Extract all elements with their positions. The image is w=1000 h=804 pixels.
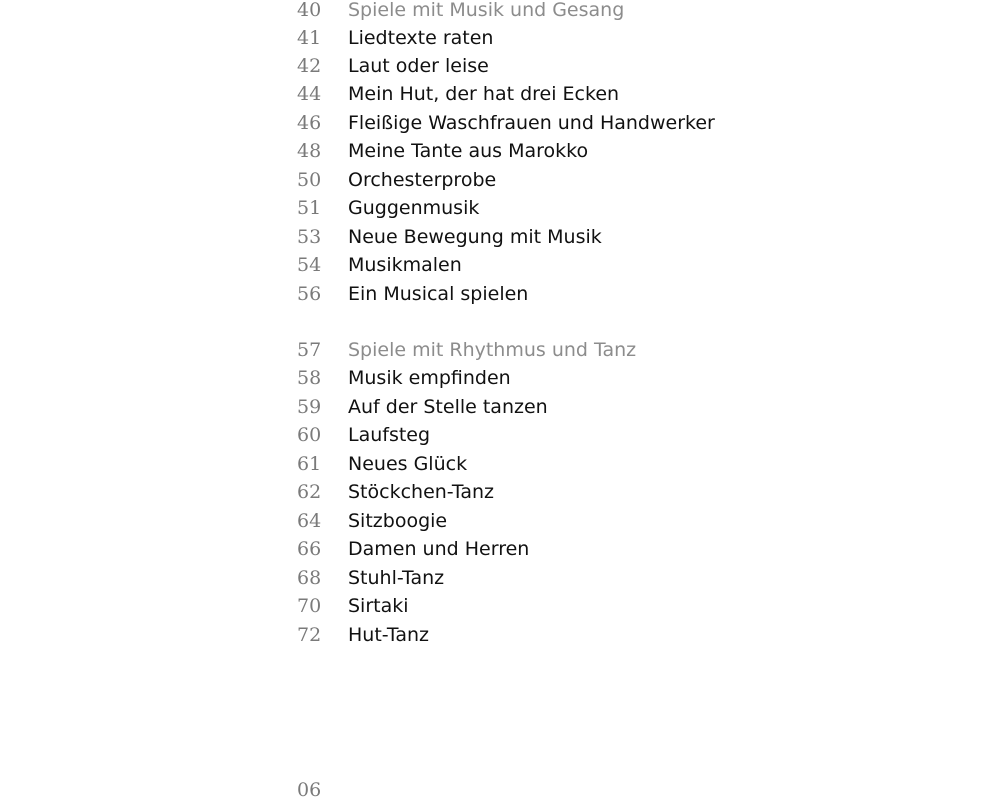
toc-page-number: 60: [297, 424, 322, 446]
toc-entry: [0, 364, 1000, 392]
toc-entry: [0, 194, 1000, 222]
toc-page-number: 59: [297, 396, 322, 418]
toc-page-number: 62: [297, 481, 322, 503]
toc-entry-title: Auf der Stelle tanzen: [348, 396, 548, 418]
toc-entry: [0, 421, 1000, 449]
folio-page-number: 06: [297, 779, 322, 801]
toc-entry: [0, 80, 1000, 108]
toc-entry: [0, 251, 1000, 279]
toc-page-number: 56: [297, 283, 322, 305]
toc-page-number: 68: [297, 567, 322, 589]
toc-page-number: 72: [297, 624, 322, 646]
toc-entry-title: Neue Bewegung mit Musik: [348, 226, 602, 248]
toc-page-number: 61: [297, 453, 322, 475]
toc-page-number: 48: [297, 140, 322, 162]
toc-entry: [0, 137, 1000, 165]
toc-entry: [0, 393, 1000, 421]
toc-entry: [0, 52, 1000, 80]
toc-entry: [0, 507, 1000, 535]
toc-page-number: 44: [297, 83, 322, 105]
toc-entry: [0, 564, 1000, 592]
toc-entry-title: Hut-Tanz: [348, 624, 430, 646]
toc-entry-title: Fleißige Waschfrauen und Handwerker: [348, 112, 715, 134]
toc-entry: [0, 109, 1000, 137]
toc-entry-title: Laut oder leise: [348, 55, 489, 77]
toc-page-number: 54: [297, 254, 322, 276]
toc-entry-title: Musik empfinden: [348, 367, 511, 389]
toc-page-number: 51: [297, 197, 322, 219]
toc-entry: [0, 450, 1000, 478]
toc-entry: [0, 478, 1000, 506]
toc-entry: [0, 621, 1000, 649]
toc-section-heading: [0, 0, 1000, 24]
toc-section-heading: [0, 336, 1000, 364]
toc-page-number: 53: [297, 226, 322, 248]
toc-entry-title: Damen und Herren: [348, 538, 530, 560]
toc-entry-title: Sirtaki: [348, 595, 409, 617]
toc-entry: [0, 166, 1000, 194]
toc-entry-title: Sitzboogie: [348, 510, 448, 532]
toc-heading-title: Spiele mit Rhythmus und Tanz: [348, 339, 637, 361]
toc-entry-title: Stöckchen-Tanz: [348, 481, 495, 503]
toc-entry-title: Ein Musical spielen: [348, 283, 529, 305]
toc-entry: [0, 223, 1000, 251]
toc-entry-title: Mein Hut, der hat drei Ecken: [348, 83, 620, 105]
toc-entry-title: Stuhl-Tanz: [348, 567, 445, 589]
toc-entry-title: Musikmalen: [348, 254, 462, 276]
toc-page-number: 57: [297, 339, 322, 361]
toc-page-number: 46: [297, 112, 322, 134]
toc-entry-title: Liedtexte raten: [348, 27, 494, 49]
toc-entry: [0, 24, 1000, 52]
toc-entry-title: Guggenmusik: [348, 197, 480, 219]
toc-entry-title: Laufsteg: [348, 424, 431, 446]
toc-heading-title: Spiele mit Musik und Gesang: [348, 0, 625, 21]
toc-entry-title: Orchesterprobe: [348, 169, 497, 191]
toc-page-number: 66: [297, 538, 322, 560]
toc-page-number: 50: [297, 169, 322, 191]
toc-entry: [0, 592, 1000, 620]
toc-page-number: 40: [297, 0, 322, 21]
toc-page-number: 70: [297, 595, 322, 617]
toc-page-number: 64: [297, 510, 322, 532]
toc-page-number: 58: [297, 367, 322, 389]
toc-page-number: 41: [297, 27, 322, 49]
toc-page-number: 42: [297, 55, 322, 77]
toc-entry: [0, 535, 1000, 563]
toc-entry: [0, 280, 1000, 308]
toc-entry-title: Meine Tante aus Marokko: [348, 140, 589, 162]
toc-entry-title: Neues Glück: [348, 453, 468, 475]
